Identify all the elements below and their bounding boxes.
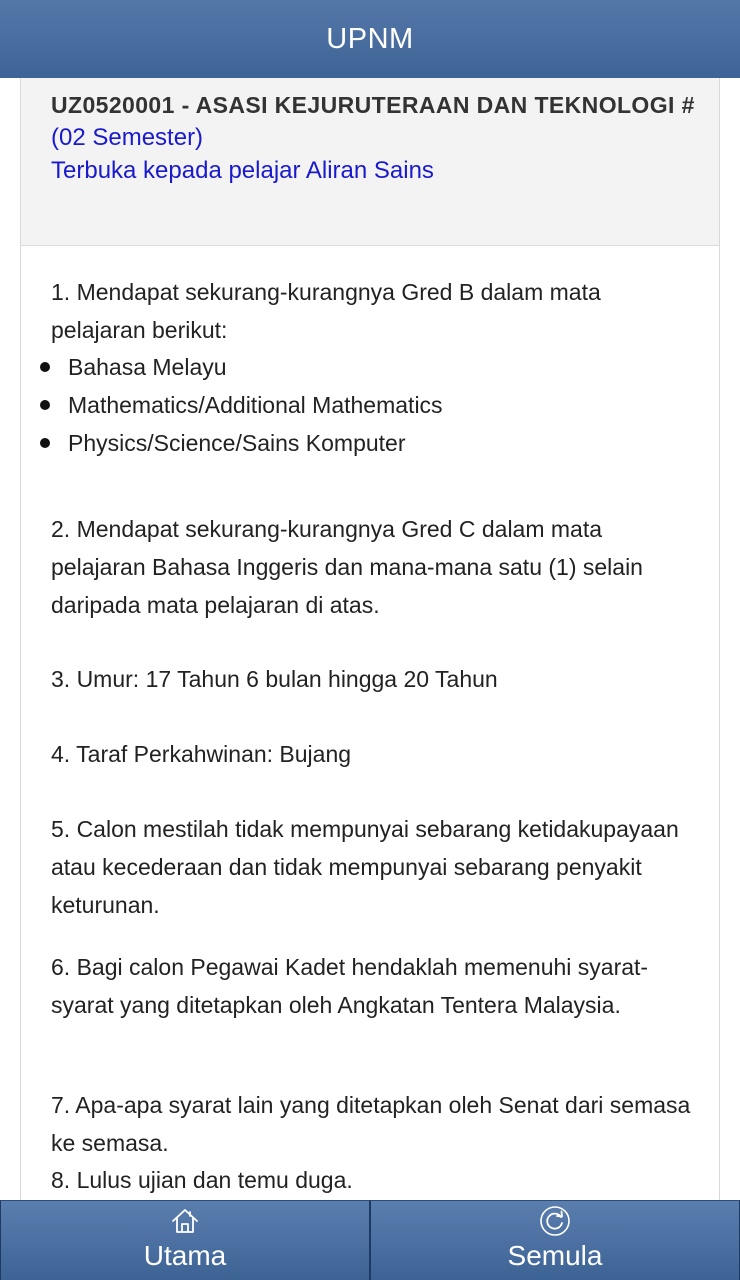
- requirement-8: 8. Lulus ujian dan temu duga.: [51, 1167, 353, 1193]
- subject-list: [21, 348, 443, 462]
- tab-home-label: Utama: [143, 1240, 227, 1271]
- home-icon: [169, 1205, 201, 1237]
- requirement-6: 6. Bagi calon Pegawai Kadet hendaklah memenuhi syarat-syarat yang ditetapkan oleh Angkatan Tentera Malaysia.: [51, 954, 649, 1018]
- programme-duration: (02 Semester): [51, 124, 204, 151]
- programme-card: [20, 78, 720, 1218]
- programme-open-to: Terbuka kepada pelajar Aliran Sains: [51, 157, 434, 184]
- requirement-4: 4. Taraf Perkahwinan: Bujang: [51, 741, 352, 767]
- tab-reset[interactable]: [370, 1200, 740, 1280]
- requirement-7: 7. Apa-apa syarat lain yang ditetapkan oleh Senat dari semasa ke semasa.: [51, 1092, 691, 1156]
- bottom-tab-bar: [0, 1200, 740, 1280]
- requirement-1: 1. Mendapat sekurang-kurangnya Gred B dalam mata pelajaran berikut:: [51, 279, 601, 343]
- programme-code-title: UZ0520001 - ASASI KEJURUTERAAN DAN TEKNOLOGI #: [51, 92, 695, 118]
- app-header: [0, 0, 740, 78]
- subject-item: Bahasa Melayu: [21, 348, 443, 386]
- tab-home[interactable]: [0, 1200, 370, 1280]
- subject-item: Physics/Science/Sains Komputer: [21, 424, 443, 462]
- requirement-5: 5. Calon mestilah tidak mempunyai sebarang ketidakupayaan atau kecederaan dan tidak mempunyai sebarang penyakit keturunan.: [51, 816, 679, 918]
- requirement-3: 3. Umur: 17 Tahun 6 bulan hingga 20 Tahun: [51, 666, 498, 692]
- tab-reset-label: Semula: [507, 1240, 603, 1271]
- refresh-icon: [539, 1205, 571, 1237]
- header-title: UPNM: [326, 22, 414, 55]
- subject-item: Mathematics/Additional Mathematics: [21, 386, 443, 424]
- programme-header: [21, 78, 719, 246]
- requirement-2: 2. Mendapat sekurang-kurangnya Gred C dalam mata pelajaran Bahasa Inggeris dan mana-mana satu (1) selain daripada mata pelajaran di atas.: [51, 516, 643, 618]
